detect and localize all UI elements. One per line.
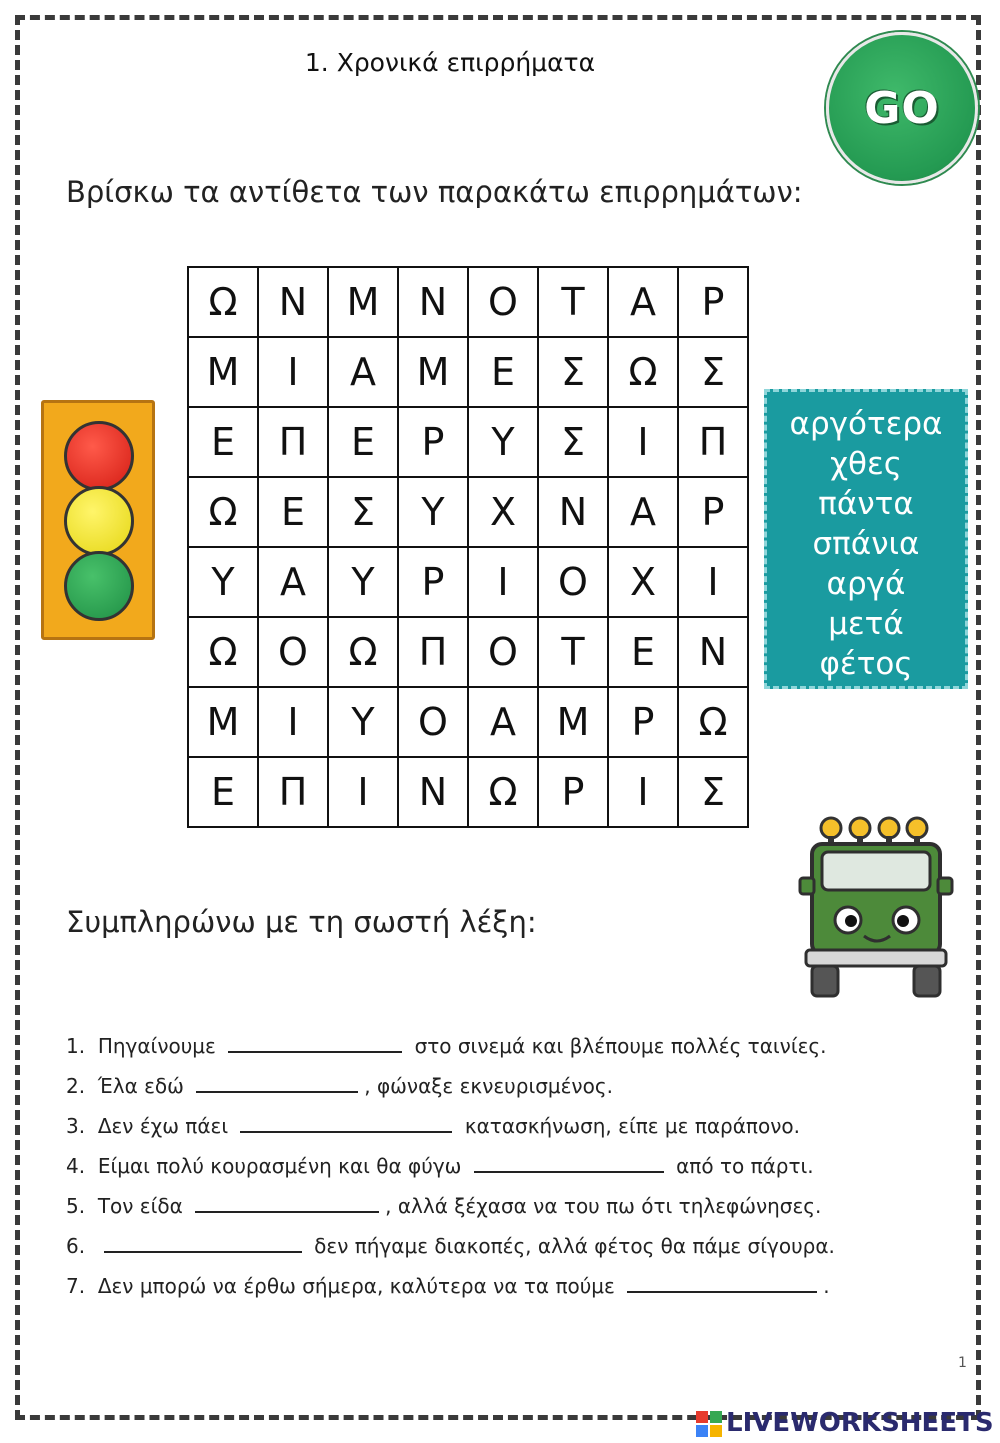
sentence-text-after: κατασκήνωση, είπε με παράπονο. bbox=[464, 1114, 800, 1138]
grid-cell[interactable]: Ρ bbox=[398, 407, 468, 477]
answer-blank[interactable] bbox=[627, 1273, 817, 1293]
grid-cell[interactable]: Π bbox=[258, 407, 328, 477]
sentence-row bbox=[66, 1230, 946, 1270]
grid-cell[interactable]: Ν bbox=[678, 617, 748, 687]
grid-row bbox=[188, 407, 748, 477]
grid-cell[interactable]: Τ bbox=[538, 617, 608, 687]
grid-cell[interactable]: Π bbox=[398, 617, 468, 687]
word-item: αργά bbox=[826, 566, 906, 602]
grid-cell[interactable]: Σ bbox=[328, 477, 398, 547]
sentence-row bbox=[66, 1150, 946, 1190]
sentence-row bbox=[66, 1190, 946, 1230]
grid-cell[interactable]: Υ bbox=[328, 547, 398, 617]
word-list-box bbox=[764, 389, 968, 689]
answer-blank[interactable] bbox=[196, 1073, 358, 1093]
grid-cell[interactable]: Π bbox=[258, 757, 328, 827]
word-item: μετά bbox=[828, 606, 904, 642]
word-item: αργότερα bbox=[789, 406, 943, 442]
grid-cell[interactable]: Ο bbox=[468, 617, 538, 687]
sentence-text-before: Δεν μπορώ να έρθω σήμερα, καλύτερα να τα πούμε bbox=[97, 1274, 615, 1298]
sentence-row bbox=[66, 1030, 946, 1070]
page-title: 1. Χρονικά επιρρήματα bbox=[304, 48, 596, 77]
sentence-number: 3. bbox=[66, 1114, 86, 1138]
fill-in-instruction: Συμπληρώνω με τη σωστή λέξη: bbox=[66, 905, 537, 939]
grid-cell[interactable]: Μ bbox=[328, 267, 398, 337]
sentence-text-after: , φώναξε εκνευρισμένος. bbox=[364, 1074, 613, 1098]
sentence-row bbox=[66, 1110, 946, 1150]
sentence-text-before: Έλα εδώ bbox=[97, 1074, 184, 1098]
grid-cell[interactable]: Ε bbox=[608, 617, 678, 687]
grid-cell[interactable]: Χ bbox=[468, 477, 538, 547]
grid-row bbox=[188, 267, 748, 337]
sentence-text-after: δεν πήγαμε διακοπές, αλλά φέτος θα πάμε σίγουρα. bbox=[314, 1234, 835, 1258]
green-lamp bbox=[64, 551, 134, 621]
grid-cell[interactable]: Ω bbox=[678, 687, 748, 757]
grid-row bbox=[188, 687, 748, 757]
grid-cell[interactable]: Ε bbox=[258, 477, 328, 547]
grid-cell[interactable]: Ι bbox=[258, 337, 328, 407]
sentence-row bbox=[66, 1070, 946, 1110]
grid-cell[interactable]: Υ bbox=[328, 687, 398, 757]
truck-icon bbox=[798, 812, 958, 1002]
grid-row bbox=[188, 547, 748, 617]
grid-cell[interactable]: Υ bbox=[468, 407, 538, 477]
grid-cell[interactable]: Ε bbox=[188, 757, 258, 827]
sentence-number: 4. bbox=[66, 1154, 86, 1178]
grid-cell[interactable]: Τ bbox=[538, 267, 608, 337]
grid-cell[interactable]: Ο bbox=[538, 547, 608, 617]
grid-cell[interactable]: Ο bbox=[398, 687, 468, 757]
grid-cell[interactable]: Ρ bbox=[678, 477, 748, 547]
red-lamp bbox=[64, 421, 134, 491]
grid-cell[interactable]: Μ bbox=[188, 687, 258, 757]
grid-cell[interactable]: Μ bbox=[188, 337, 258, 407]
watermark-text: LIVEWORKSHEETS bbox=[726, 1408, 994, 1438]
word-search-instruction: Βρίσκω τα αντίθετα των παρακάτω επιρρημάτων: bbox=[66, 175, 803, 209]
sentence-text-before: Είμαι πολύ κουρασμένη και θα φύγω bbox=[97, 1154, 462, 1178]
grid-cell[interactable]: Ω bbox=[328, 617, 398, 687]
sentence-text-after: . bbox=[823, 1274, 830, 1298]
sentence-text-before: Δεν έχω πάει bbox=[97, 1114, 229, 1138]
grid-cell[interactable]: Υ bbox=[398, 477, 468, 547]
answer-blank[interactable] bbox=[240, 1113, 452, 1133]
grid-cell[interactable]: Ο bbox=[258, 617, 328, 687]
answer-blank[interactable] bbox=[228, 1033, 402, 1053]
sentence-number: 7. bbox=[66, 1274, 86, 1298]
answer-blank[interactable] bbox=[474, 1153, 664, 1173]
grid-cell[interactable]: Ε bbox=[468, 337, 538, 407]
grid-cell[interactable]: Ι bbox=[608, 407, 678, 477]
grid-cell[interactable]: Α bbox=[608, 477, 678, 547]
liveworksheets-logo-icon bbox=[696, 1411, 722, 1437]
answer-blank[interactable] bbox=[195, 1193, 379, 1213]
grid-cell[interactable]: Ν bbox=[398, 267, 468, 337]
grid-cell[interactable]: Α bbox=[258, 547, 328, 617]
word-item: φέτος bbox=[819, 646, 913, 682]
grid-cell[interactable]: Ι bbox=[678, 547, 748, 617]
grid-cell[interactable]: Μ bbox=[398, 337, 468, 407]
grid-row bbox=[188, 477, 748, 547]
grid-cell[interactable]: Ρ bbox=[608, 687, 678, 757]
grid-row bbox=[188, 757, 748, 827]
word-item: πάντα bbox=[818, 486, 914, 522]
sentence-text-after: από το πάρτι. bbox=[676, 1154, 814, 1178]
grid-cell[interactable]: Ι bbox=[468, 547, 538, 617]
grid-cell[interactable]: Ι bbox=[608, 757, 678, 827]
yellow-lamp bbox=[64, 486, 134, 556]
grid-cell[interactable]: Ρ bbox=[538, 757, 608, 827]
grid-cell[interactable]: Ω bbox=[188, 617, 258, 687]
sentence-number: 6. bbox=[66, 1234, 86, 1258]
grid-cell[interactable]: Ρ bbox=[678, 267, 748, 337]
grid-cell[interactable]: Σ bbox=[538, 407, 608, 477]
word-item: χθες bbox=[830, 446, 902, 482]
grid-cell[interactable]: Ω bbox=[188, 477, 258, 547]
grid-cell[interactable]: Σ bbox=[678, 757, 748, 827]
grid-cell[interactable]: Ι bbox=[328, 757, 398, 827]
grid-cell[interactable]: Α bbox=[468, 687, 538, 757]
answer-blank[interactable] bbox=[104, 1233, 302, 1253]
grid-cell[interactable]: Ο bbox=[468, 267, 538, 337]
sentence-text-after: , αλλά ξέχασα να του πω ότι τηλεφώνησες. bbox=[385, 1194, 822, 1218]
grid-cell[interactable]: Α bbox=[328, 337, 398, 407]
go-badge-label: GO bbox=[864, 82, 940, 134]
sentence-number: 2. bbox=[66, 1074, 86, 1098]
grid-cell[interactable]: Π bbox=[678, 407, 748, 477]
word-search-grid bbox=[187, 266, 749, 828]
grid-cell[interactable]: Ε bbox=[188, 407, 258, 477]
go-badge-icon bbox=[826, 32, 978, 184]
page-number: 1 bbox=[958, 1355, 967, 1371]
sentence-text-after: στο σινεμά και βλέπουμε πολλές ταινίες. bbox=[414, 1034, 827, 1058]
grid-cell[interactable]: Ν bbox=[398, 757, 468, 827]
grid-cell[interactable]: Σ bbox=[678, 337, 748, 407]
sentence-list bbox=[66, 1030, 946, 1310]
grid-cell[interactable]: Υ bbox=[188, 547, 258, 617]
liveworksheets-logo bbox=[696, 1408, 994, 1438]
grid-cell[interactable]: Σ bbox=[538, 337, 608, 407]
sentence-text-before: Τον είδα bbox=[97, 1194, 183, 1218]
word-item: σπάνια bbox=[812, 526, 920, 562]
sentence-number: 5. bbox=[66, 1194, 86, 1218]
traffic-light-icon bbox=[41, 400, 155, 640]
grid-cell[interactable]: Ω bbox=[468, 757, 538, 827]
grid-row bbox=[188, 337, 748, 407]
grid-cell[interactable]: Χ bbox=[608, 547, 678, 617]
grid-cell[interactable]: Ν bbox=[258, 267, 328, 337]
grid-cell[interactable]: Ν bbox=[538, 477, 608, 547]
grid-cell[interactable]: Ρ bbox=[398, 547, 468, 617]
grid-cell[interactable]: Μ bbox=[538, 687, 608, 757]
grid-row bbox=[188, 617, 748, 687]
sentence-text-before: Πηγαίνουμε bbox=[97, 1034, 216, 1058]
grid-cell[interactable]: Ω bbox=[608, 337, 678, 407]
sentence-number: 1. bbox=[66, 1034, 86, 1058]
grid-cell[interactable]: Ω bbox=[188, 267, 258, 337]
grid-cell[interactable]: Ε bbox=[328, 407, 398, 477]
sentence-row bbox=[66, 1270, 946, 1310]
grid-cell[interactable]: Ι bbox=[258, 687, 328, 757]
grid-cell[interactable]: Α bbox=[608, 267, 678, 337]
